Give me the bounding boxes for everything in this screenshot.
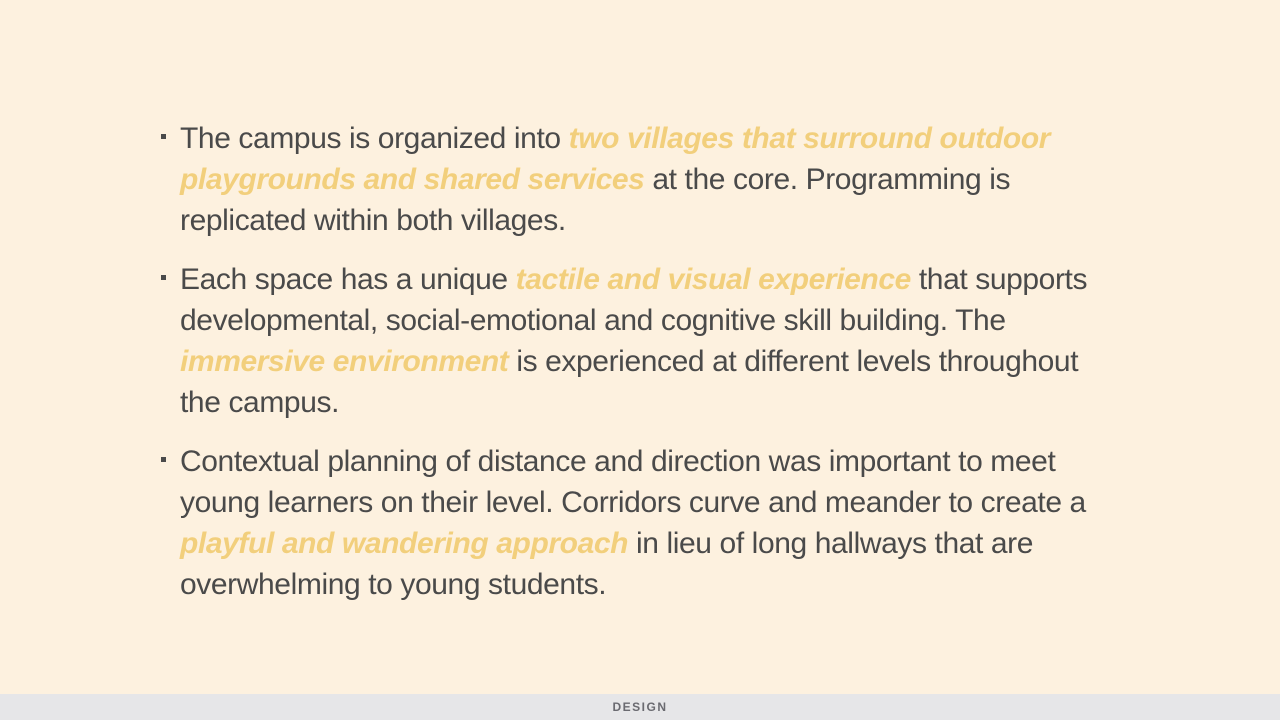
bullet-marker-icon [161,457,166,462]
bullet-marker-icon [161,134,166,139]
bullet-text-segment: at the core. Programming is replicated within both villages. [180,163,1011,237]
bullet-text-segment: Contextual planning of distance and direction was important to meet young learners on their level. Corridors curve and meander to create a [180,445,1086,519]
bullet-highlight-text: immersive environment [180,345,509,378]
bullet-text-segment: Each space has a unique [180,263,516,296]
bullet-text-segment: The campus is organized into [180,122,569,155]
footer-section-label: DESIGN [612,700,668,714]
bullet-item-3 [158,441,1118,605]
bullet-text-segment: that supports developmental, social-emotional and cognitive skill building. The [180,263,1088,337]
footer-bar [0,694,1280,720]
bullet-text-segment: in lieu of long hallways that are overwhelming to young students. [180,527,1034,601]
bullet-highlight-text: two villages that surround outdoor playgrounds and shared services [180,122,1051,196]
bullet-list [158,118,1118,623]
bullet-text-segment: is experienced at different levels throughout the campus. [180,345,1079,419]
bullet-item-2 [158,259,1118,423]
bullet-marker-icon [161,275,166,280]
bullet-item-1 [158,118,1118,241]
bullet-highlight-text: playful and wandering approach [180,527,629,560]
bullet-highlight-text: tactile and visual experience [515,263,911,296]
